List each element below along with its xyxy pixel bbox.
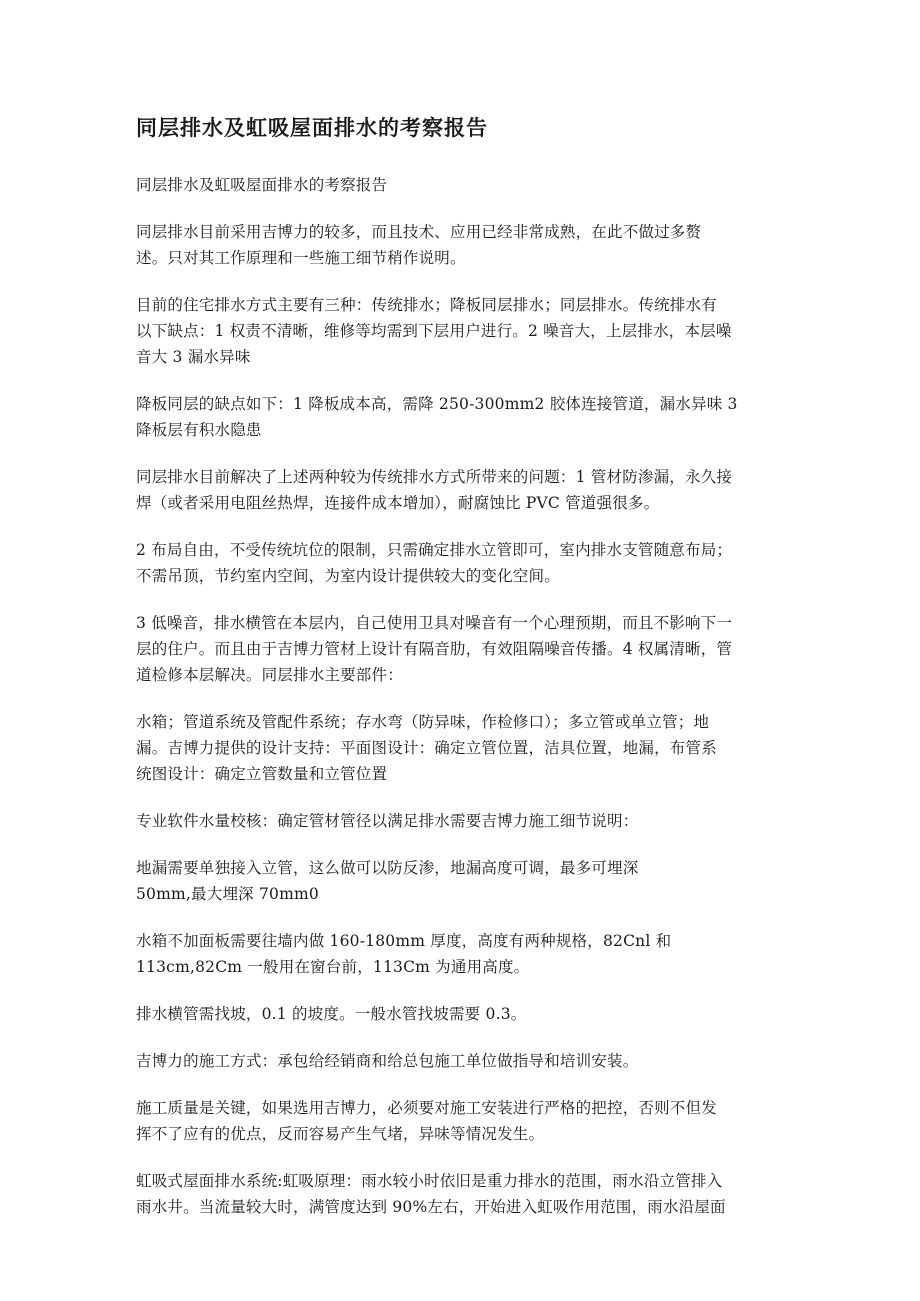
paragraph-line: 排水横管需找坡，0.1 的坡度。一般水管找坡需要 0.3。 — [136, 1005, 527, 1023]
paragraph-line: 层的住户。而且由于吉博力管材上设计有隔音肋，有效阻隔噪音传播。4 权属清晰，管 — [136, 640, 733, 658]
paragraph — [136, 855, 786, 907]
paragraph-line: 3 低噪音，排水横管在本层内，自己使用卫具对噪音有一个心理预期，而且不影响下一 — [136, 614, 733, 632]
paragraph-line: 焊（或者采用电阻丝热焊，连接件成本增加），耐腐蚀比 PVC 管道强很多。 — [136, 494, 660, 512]
paragraph — [136, 928, 786, 980]
paragraph-line: 吉博力的施工方式：承包给经销商和给总包施工单位做指导和培训安装。 — [136, 1052, 639, 1070]
paragraph — [136, 610, 786, 688]
paragraph-line: 50mm,最大埋深 70mm0 — [136, 885, 319, 903]
document-title: 同层排水及虹吸屋面排水的考察报告 — [136, 116, 488, 140]
paragraph — [136, 292, 786, 370]
paragraph-line: 施工质量是关键，如果选用吉博力，必须要对施工安装进行严格的把控，否则不但发 — [136, 1099, 717, 1117]
paragraph — [136, 1168, 786, 1220]
paragraph — [136, 219, 786, 271]
paragraph — [136, 808, 786, 834]
paragraph-line: 同层排水及虹吸屋面排水的考察报告 — [136, 176, 388, 194]
paragraph — [136, 391, 786, 443]
paragraph-line: 降板层有积水隐患 — [136, 421, 262, 439]
paragraph — [136, 172, 786, 198]
paragraph-line: 雨水井。当流量较大时，满管度达到 90%左右，开始进入虹吸作用范围，雨水沿屋面 — [136, 1198, 726, 1216]
paragraph-line: 同层排水目前解决了上述两种较为传统排水方式所带来的问题：1 管材防渗漏，永久接 — [136, 468, 733, 486]
paragraph — [136, 709, 786, 787]
paragraph-line: 述。只对其工作原理和一些施工细节稍作说明。 — [136, 249, 466, 267]
paragraph-line: 不需吊顶，节约室内空间，为室内设计提供较大的变化空间。 — [136, 567, 560, 585]
paragraph-line: 漏。吉博力提供的设计支持：平面图设计：确定立管位置，洁具位置，地漏，布管系 — [136, 739, 717, 757]
paragraph-line: 音大 3 漏水异味 — [136, 348, 251, 366]
paragraph-line: 专业软件水量校核：确定管材管径以满足排水需要吉博力施工细节说明： — [136, 812, 639, 830]
paragraph-line: 同层排水目前采用吉博力的较多，而且技术、应用已经非常成熟，在此不做过多赘 — [136, 223, 702, 241]
paragraph-line: 2 布局自由，不受传统坑位的限制，只需确定排水立管即可，室内排水支管随意布局； — [136, 541, 733, 559]
paragraph — [136, 1095, 786, 1147]
paragraph-line: 虹吸式屋面排水系统:虹吸原理：雨水较小时依旧是重力排水的范围，雨水沿立管排入 — [136, 1172, 723, 1190]
paragraph-line: 地漏需要单独接入立管，这么做可以防反渗，地漏高度可调，最多可埋深 — [136, 859, 639, 877]
paragraph-line: 水箱；管道系统及管配件系统；存水弯（防异味，作检修口）；多立管或单立管；地 — [136, 713, 710, 731]
document-body — [136, 172, 786, 1241]
paragraph — [136, 1001, 786, 1027]
paragraph-line: 降板同层的缺点如下：1 降板成本高，需降 250-300mm2 胶体连接管道，漏水异味 3 — [136, 395, 738, 413]
paragraph — [136, 537, 786, 589]
paragraph-line: 113cm,82Cm 一般用在窗台前，113Cm 为通用高度。 — [136, 958, 530, 976]
paragraph-line: 道检修本层解决。同层排水主要部件： — [136, 666, 403, 684]
paragraph-line: 水箱不加面板需要往墙内做 160-180mm 厚度，高度有两种规格，82Cnl 和 — [136, 932, 672, 950]
paragraph-line: 挥不了应有的优点，反而容易产生气堵，异味等情况发生。 — [136, 1125, 545, 1143]
paragraph-line: 以下缺点：1 权责不清晰，维修等均需到下层用户进行。2 噪音大，上层排水，本层噪 — [136, 322, 732, 340]
paragraph-line: 目前的住宅排水方式主要有三种：传统排水；降板同层排水；同层排水。传统排水有 — [136, 296, 717, 314]
paragraph — [136, 464, 786, 516]
paragraph — [136, 1048, 786, 1074]
paragraph-line: 统图设计：确定立管数量和立管位置 — [136, 765, 388, 783]
